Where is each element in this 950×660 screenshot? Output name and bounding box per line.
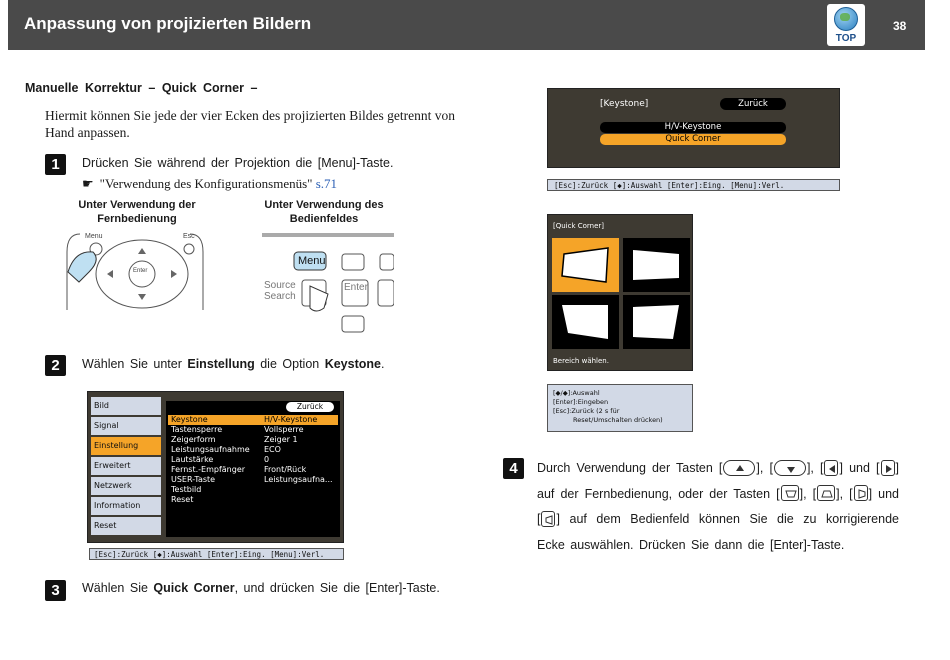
remote-column-heading: Unter Verwendung der Fernbedienung bbox=[78, 199, 196, 225]
step-2-text: Wählen Sie unter Einstellung die Option Keystone. bbox=[82, 357, 385, 371]
step-4-badge: 4 bbox=[503, 458, 524, 479]
page-number: 38 bbox=[893, 19, 907, 33]
menu-item-bild[interactable]: Bild bbox=[91, 397, 161, 415]
top-button[interactable] bbox=[827, 4, 865, 46]
menu-item-einstellung[interactable]: Einstellung bbox=[91, 437, 161, 455]
section-title: Manuelle Korrektur – Quick Corner – bbox=[25, 81, 258, 95]
globe-icon bbox=[834, 7, 858, 31]
step-3-badge: 3 bbox=[45, 580, 66, 601]
menu-row[interactable]: Lautstärke 0 bbox=[171, 455, 270, 464]
right-key-icon bbox=[881, 460, 895, 476]
remote-menu-label: Menu bbox=[85, 233, 103, 240]
step-4-text: Durch Verwendung der Tasten [ ], [ ], [ ] und [ ] auf der Fernbedienung, oder der Tasten [ ], [ ], [ ] und [ ] auf dem Bedienfeld können Sie die zu korrigierende Ecke auswählen. Drücken Sie dann die [Enter]-Taste. bbox=[537, 461, 899, 552]
hv-keystone-option[interactable]: H/V-Keystone bbox=[600, 122, 786, 133]
panel-right-key-icon bbox=[541, 511, 555, 527]
menu-item-netzwerk[interactable]: Netzwerk bbox=[91, 477, 161, 495]
pointing-hand-icon: ☛ bbox=[82, 177, 94, 192]
panel-source-label: Source bbox=[264, 280, 296, 291]
reference-line bbox=[82, 176, 337, 192]
page-header bbox=[8, 0, 925, 50]
quick-corner-help: [◆/◆]:Auswahl [Enter]:Eingeben [Esc]:Zurück (2 s für Reset/Umschalten drücken) bbox=[547, 384, 693, 432]
quick-corner-screen bbox=[547, 214, 693, 371]
panel-up-key-icon bbox=[781, 485, 799, 501]
corner-top-left[interactable] bbox=[552, 238, 619, 292]
menu-row[interactable]: Zeigerform Zeiger 1 bbox=[171, 435, 298, 444]
menu-row[interactable]: Keystone H/V-Keystone bbox=[168, 415, 338, 425]
quick-corner-title: [Quick Corner] bbox=[553, 222, 605, 230]
keystone-screen bbox=[547, 88, 840, 168]
corner-top-right[interactable] bbox=[623, 238, 690, 292]
menu-row[interactable]: USER-Taste Leistungsaufna... bbox=[171, 475, 333, 484]
menu-back-button[interactable]: Zurück bbox=[286, 402, 334, 412]
corner-bottom-left[interactable] bbox=[552, 295, 619, 349]
menu-item-signal[interactable]: Signal bbox=[91, 417, 161, 435]
panel-column-heading: Unter Verwendung des Bedienfeldes bbox=[264, 199, 384, 225]
config-menu-screenshot bbox=[87, 391, 344, 543]
step-2-badge: 2 bbox=[45, 355, 66, 376]
menu-row[interactable]: Leistungsaufnahme ECO bbox=[171, 445, 281, 454]
remote-esc-label: Esc bbox=[183, 233, 195, 240]
menu-item-information[interactable]: Information bbox=[91, 497, 161, 515]
reference-text: "Verwendung des Konfigurationsmenüs" bbox=[99, 176, 313, 191]
menu-right-panel bbox=[166, 401, 340, 537]
menu-row[interactable]: Reset bbox=[171, 495, 194, 504]
control-panel-illustration bbox=[262, 232, 394, 336]
reference-link[interactable]: s.71 bbox=[315, 176, 338, 191]
quick-corner-option[interactable]: Quick Corner bbox=[600, 134, 786, 145]
keystone-back-button[interactable]: Zurück bbox=[720, 98, 786, 110]
panel-down-key-icon bbox=[817, 485, 835, 501]
remote-control-illustration bbox=[65, 232, 205, 312]
intro-text: Hiermit können Sie jede der vier Ecken des projizierten Bildes getrennt von Hand anpassen. bbox=[45, 108, 455, 140]
menu-status-bar: [Esc]:Zurück [◆]:Auswahl [Enter]:Eing. [Menu]:Verl. bbox=[89, 548, 344, 560]
panel-left-key-icon bbox=[854, 485, 868, 501]
step-1-text: Drücken Sie während der Projektion die [Menu]-Taste. bbox=[82, 156, 394, 170]
menu-left-list bbox=[91, 397, 161, 537]
corner-bottom-right[interactable] bbox=[623, 295, 690, 349]
down-key-icon bbox=[774, 460, 806, 476]
up-key-icon bbox=[723, 460, 755, 476]
menu-item-erweitert[interactable]: Erweitert bbox=[91, 457, 161, 475]
menu-row[interactable]: Fernst.-Empfänger Front/Rück bbox=[171, 465, 307, 474]
menu-row[interactable]: Tastensperre Vollsperre bbox=[171, 425, 304, 434]
remote-enter-label: Enter bbox=[133, 268, 148, 274]
top-label: TOP bbox=[835, 33, 857, 44]
panel-menu-label: Menu bbox=[298, 255, 326, 267]
panel-search-label: Search bbox=[264, 291, 296, 302]
keystone-status-bar: [Esc]:Zurück [◆]:Auswahl [Enter]:Eing. [Menu]:Verl. bbox=[547, 179, 840, 191]
step-1-badge: 1 bbox=[45, 154, 66, 175]
page-title: Anpassung von projizierten Bildern bbox=[24, 14, 312, 33]
menu-row[interactable]: Testbild bbox=[171, 485, 202, 494]
left-key-icon bbox=[824, 460, 838, 476]
keystone-label: [Keystone] bbox=[600, 99, 649, 109]
panel-enter-label: Enter bbox=[344, 282, 368, 293]
menu-item-reset[interactable]: Reset bbox=[91, 517, 161, 535]
quick-corner-footer: Bereich wählen. bbox=[553, 357, 609, 365]
step-3-text: Wählen Sie Quick Corner, und drücken Sie die [Enter]-Taste. bbox=[82, 581, 440, 595]
